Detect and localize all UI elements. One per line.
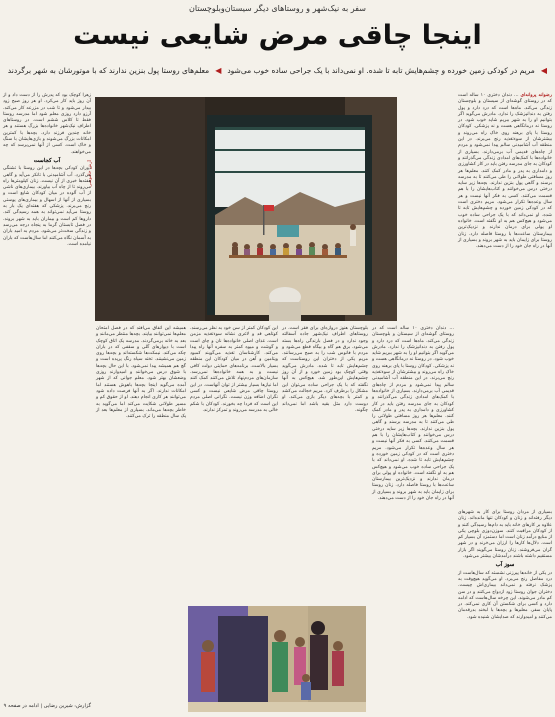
bullet-triangle-icon: ◀ [215, 66, 222, 75]
column-mid-right-outer [372, 326, 454, 712]
byline-footer: گزارش: شیرین رضایی | ادامه در صفحه ۹ [3, 703, 91, 709]
women-photo [188, 606, 366, 712]
column-mid-left [96, 326, 186, 712]
column-right-lower [458, 510, 552, 710]
column-lead: رضوانه پروانه‌ای [520, 93, 553, 98]
subline [7, 66, 547, 75]
headline: اینجا چاقی مرض شایعی نیست [73, 20, 482, 51]
kicker: سفر به نیک‌شهر و روستاهای دیگر سیستان‌وبلوچستان [189, 4, 366, 13]
classroom-doorway-photo [95, 97, 397, 321]
column-mid-right [282, 326, 368, 602]
subline-item-2: معلم‌های روستا پول بنزین ندارند که با موتورشان به شهر برگردند [7, 66, 210, 75]
column-far-left [3, 93, 91, 699]
bullet-triangle-icon: ◀ [540, 66, 547, 75]
column-body-2: دوران کودکی بچه‌ها در این روستا با تشنگی می‌گذرد. آب آشامیدنی با تانکر می‌آید و گاهی هفته‌ها خبری از آن نیست. زنان کیلومترها راه می‌روند تا از چاه آب بیاورند. بیماری‌های ناشی از آب آلوده در میان کودکان شایع است و بسیاری از آنها از اسهال و بیماری‌های پوستی رنج می‌برند. پزشکی که هفته‌ای یک بار به روستا می‌آید نمی‌تواند به همه رسیدگی کند. داروها کم است و بیماران باید به شهر بروند. در فصل تابستان گرما به پنجاه درجه می‌رسد و زندگی سخت‌تر می‌شود. مردم به امید باران به آسمان نگاه می‌کنند اما سال‌هاست که باران نیامده است. [3, 166, 91, 247]
column-body: بسیاری از مردان روستا برای کار به شهرهای دیگر رفته‌اند و زنان و کودکان تنها مانده‌اند. زنان علاوه بر کارهای خانه باید به دام‌ها رسیدگی کنند و از کودکان مراقبت کنند. سوزن‌دوزی بلوچی یکی از منابع درآمد زنان است اما دستمزد آن بسیار کم است. دلال‌ها کارها را ارزان می‌خرند و در شهر گران می‌فروشند. زنان روستا می‌گویند اگر بازار مستقیم داشته باشند درآمدشان بیشتر می‌شود. [458, 510, 552, 560]
column-body: این کودکان کمتر از سن خود به نظر می‌رسند. کوتاهی قد و لاغری نشانه سوءتغذیه مزمن است. غذای اصلی خانواده‌ها نان و چای است و گوشت و میوه کمتر به سفره آنها راه پیدا می‌کند. کارشناسان تغذیه می‌گویند کمبود ویتامین و آهن در میان کودکان این منطقه بسیار بالاست. برنامه‌های حمایتی دولت کافی نیست و به همه خانواده‌ها نمی‌رسد. سازمان‌های مردم‌نهاد تلاش می‌کنند کمک کنند اما نیازها بسیار بیشتر از توان آنهاست. در این روستا چاقی مرض شایعی نیست و کسی نگران اضافه وزن نیست. نگرانی اصلی مردم این است که فردا چه بخورند. کودکان با شکم خالی به مدرسه می‌روند و تمرکز ندارند. [190, 326, 278, 413]
column-body: زهرا کوچک بود که پدرش را از دست داد و از آن روز باید کار می‌کرد. او هر روز صبح زود بیدار می‌شود و تا شب در مزرعه کار می‌کند. آرزو دارد روزی معلم شود اما مدرسه روستا فقط تا کلاس ششم است. در روستاهای اطراف نیک‌شهر خانواده‌ها بزرگ هستند و هر خانه چندین فرزند دارد. بچه‌ها با کمترین امکانات بزرگ می‌شوند و بازی‌هایشان با سنگ و خاک است. کسی از آنها نمی‌پرسد که چه می‌خواهند. [3, 93, 91, 155]
column-mid-center [190, 326, 278, 602]
column-subhead: آب کجاست [33, 157, 61, 164]
column-subhead: سوز‌ آب [495, 562, 515, 569]
photo-credit: آرش خاموشی [88, 160, 93, 187]
column-body-2: در یکی از خانه‌ها پیرزنی نشسته که سال‌هاست از درد مفاصل رنج می‌برد. او می‌گوید هیچ‌وقت به پزشک نرفته و نمی‌داند بیماری‌اش چیست. دختران جوان روستا زود ازدواج می‌کنند و در سن کم مادر می‌شوند. این چرخه سال‌هاست که ادامه دارد و کسی برای شکستن آن کاری نمی‌کند. در پایان سفر، معلم‌ها و بچه‌ها با لبخند بدرقه‌مان می‌کنند و امیدوارند که صدایشان شنیده شود. [458, 570, 552, 620]
column-far-right [458, 93, 552, 505]
subline-item-1: مریم در کودکی زمین خورده و چشم‌هایش تابه تا شده. او نمی‌داند با یک جراحی ساده خوب می‌شود [227, 66, 535, 75]
column-body: … دندان دختری ۱۰ ساله است که در روستای گوشه‌ای از سیستان و بلوچستان زندگی می‌کند. ماه‌ها است که درد دارد و پول رفتن به دندانپزشک را ندارد. مادرش می‌گوید اگر بتوانیم او را به شهر ببریم شاید خوب شود. در روستا نه درمانگاهی هست و نه پزشکی. کودکان روستا با پای برهنه روی خاک راه می‌روند و بیشترشان از سوءتغذیه رنج می‌برند. در این منطقه آب آشامیدنی سالم پیدا نمی‌شود و مردم از چاه‌های قدیمی آب برمی‌دارند. بسیاری از خانواده‌ها با کمک‌های امدادی زندگی می‌گذرانند و کودکان به جای مدرسه رفتن باید در کار کشاورزی و دامداری به پدر و مادر کمک کنند. معلم‌ها هر روز مسافتی طولانی را طی می‌کنند تا به مدرسه برسند و گاهی پول بنزین ندارند. بچه‌ها زیر سایه درختی درس می‌خوانند و کتاب‌هایشان را با هم قسمت می‌کنند. کسی به فکر آنها نیست و هر سال وعده‌ها تکرار می‌شود. مریم دختری است که در کودکی زمین خورده و چشم‌هایش تابه تا شده. او نمی‌داند که با یک جراحی ساده خوب می‌شود و هیچ‌کس هم به او نگفته است. خانواده او پولی برای درمان ندارند و نزدیک‌ترین بیمارستان ساعت‌ها با روستا فاصله دارد. زنان روستا برای زایمان باید به شهر بروند و بسیاری از آنها در راه جان خود را از دست می‌دهند. [458, 93, 552, 250]
column-body: همیشه این اتفاق می‌افتد که در فصل امتحان معلم‌ها نمی‌توانند بیایند. بچه‌ها منتظر می‌مانند و بعد به خانه برمی‌گردند. مدرسه یک اتاق کوچک است با دیوارهای گلی و سقفی که در باران چکه می‌کند. نیمکت‌ها شکسته‌اند و بچه‌ها روی زمین می‌نشینند. تخته سیاه رنگ پریده است و گچ هم همیشه پیدا نمی‌شود. با این حال بچه‌ها با شوق درس می‌خوانند و امیدوارند روزی وضعشان بهتر شود. معلم جوانی که از شهر آمده می‌گوید اینجا بچه‌ها باهوش هستند اما امکانات ندارند. اگر به آنها فرصت داده شود می‌توانند هر کاری انجام دهند. او از حقوق کم و مسیر طولانی شکایت می‌کند اما می‌گوید به خاطر بچه‌ها می‌ماند. بسیاری از معلم‌ها بعد از یک سال منطقه را ترک می‌کنند. [96, 326, 186, 420]
women-doorway-photo [188, 606, 366, 712]
column-body: بلوچستان هنوز دروازه‌ای برای فقر است. در روستاهای اطراف نیک‌شهر جاده آسفالته وجود ندارد و در فصل بارندگی راه‌ها بسته می‌شود. برق هم گاه و بیگاه قطع می‌شود و مردم با فانوس شب را به صبح می‌رسانند. مریم یکی از دختران این روستاست که چشم‌هایش تابه تا شده. مادرش می‌گوید وقتی کوچک بود زمین خورد و از آن روز چشم‌هایش این‌طور شد. هیچ‌کس به آنها نگفته که با یک جراحی ساده می‌توان این مشکل را برطرف کرد. مریم خجالت می‌کشد و کمتر با بچه‌های دیگر بازی می‌کند. او دوست دارد مثل بقیه باشد اما نمی‌داند چگونه. [282, 326, 368, 413]
column-body: … دندان دختری ۱۰ ساله است که در روستای گوشه‌ای از سیستان و بلوچستان زندگی می‌کند. ماه‌ها است که درد دارد و پول رفتن به دندانپزشک را ندارد. مادرش می‌گوید اگر بتوانیم او را به شهر ببریم شاید خوب شود. در روستا نه درمانگاهی هست و نه پزشکی. کودکان روستا با پای برهنه روی خاک راه می‌روند و بیشترشان از سوءتغذیه رنج می‌برند. در این منطقه آب آشامیدنی سالم پیدا نمی‌شود و مردم از چاه‌های قدیمی آب برمی‌دارند. بسیاری از خانواده‌ها با کمک‌های امدادی زندگی می‌گذرانند و کودکان به جای مدرسه رفتن باید در کار کشاورزی و دامداری به پدر و مادر کمک کنند. معلم‌ها هر روز مسافتی طولانی را طی می‌کنند تا به مدرسه برسند و گاهی پول بنزین ندارند. بچه‌ها زیر سایه درختی درس می‌خوانند و کتاب‌هایشان را با هم قسمت می‌کنند. کسی به فکر آنها نیست و هر سال وعده‌ها تکرار می‌شود. مریم دختری است که در کودکی زمین خورده و چشم‌هایش تابه تا شده. او نمی‌داند که با یک جراحی ساده خوب می‌شود و هیچ‌کس هم به او نگفته است. خانواده او پولی برای درمان ندارند و نزدیک‌ترین بیمارستان ساعت‌ها با روستا فاصله دارد. زنان روستا برای زایمان باید به شهر بروند و بسیاری از آنها در راه جان خود را از دست می‌دهند. [372, 326, 454, 502]
main-photo [95, 97, 397, 321]
